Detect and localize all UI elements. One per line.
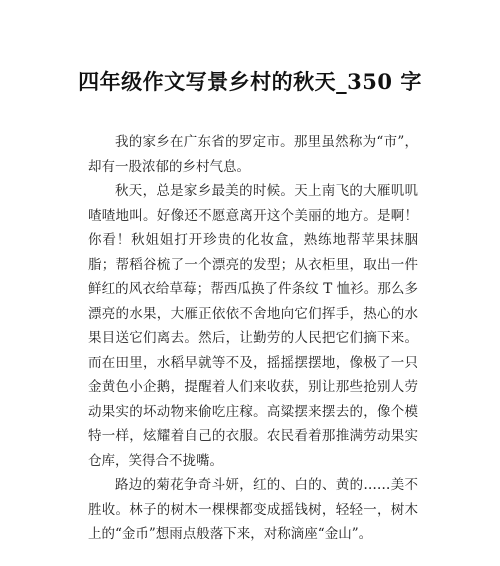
paragraph: 秋天，总是家乡最美的时候。天上南飞的大雁叽叽喳喳地叫。好像还不愿意离开这个美丽的地方。是啊！你看！秋姐姐打开珍贵的化妆盒，熟练地帮苹果抹胭脂；帮稻谷梳了一个漂亮的发型；从衣柜里，取出一件鲜红的风衣给草莓；帮西瓜换了件条纹 T 恤衫。那么多漂亮的水果，大雁正依依不舍地向它们挥手，热心的水果目送它们离去。然后，让勤劳的人民把它们摘下来。而在田里，水稻早就等不及，摇摇摆摆地，像极了一只金黄色小企鹅，提醒着人们来收获，别让那些抢别人劳动果实的坏动物来偷吃庄稼。高粱摆来摆去的，像个模特一样，炫耀着自己的衣服。农民看着那推满劳动果实 仓库，笑得合不拢嘴。 bbox=[88, 183, 445, 469]
paragraph: 路边的菊花争奇斗妍，红的、白的、黄的……美不胜收。林子的树木一棵棵都变成摇钱树，轻轻一，树木上的“金币”想雨点般落下来，对称滴座“金山”。 bbox=[88, 477, 418, 542]
document-title: 四年级作文写景乡村的秋天_350 字 bbox=[78, 69, 422, 94]
paragraph: 我的家乡在广东省的罗定市。那里虽然称为“市”，却有一股浓郁的乡村气息。 bbox=[88, 134, 418, 175]
document-body bbox=[88, 130, 445, 547]
